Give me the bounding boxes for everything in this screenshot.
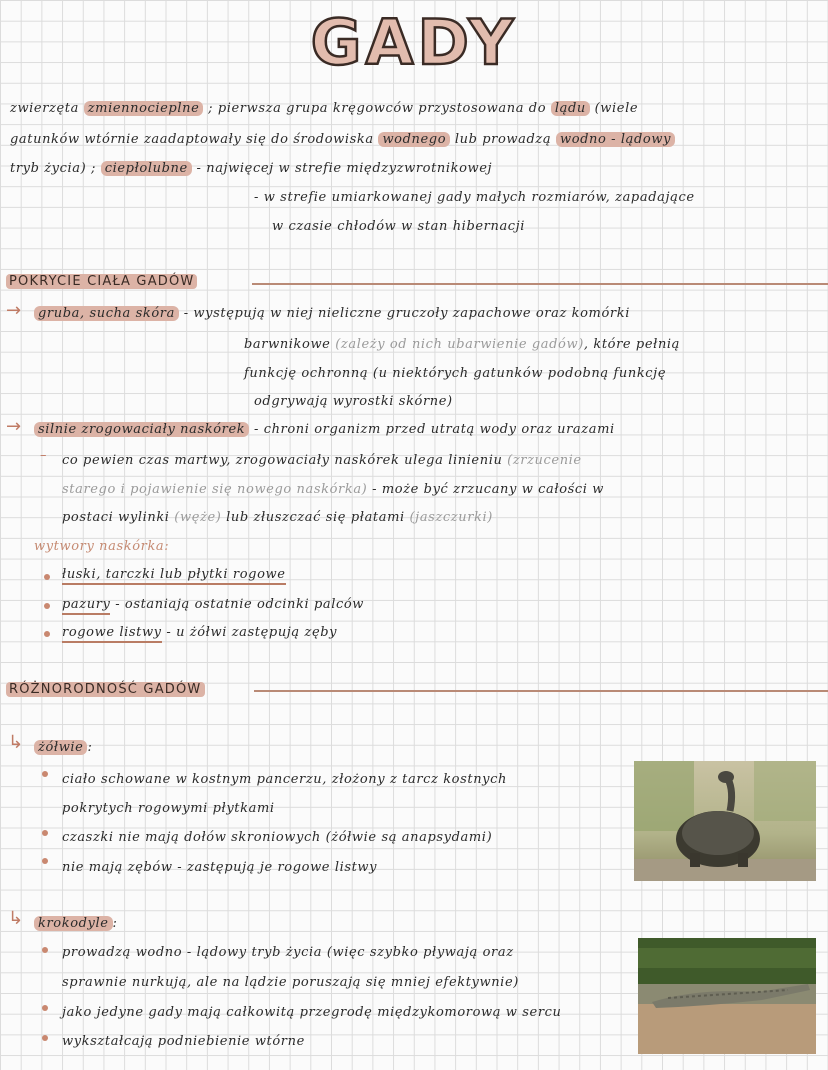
bullet-icon xyxy=(42,1035,48,1041)
bullet-icon xyxy=(42,1005,48,1011)
crocs-heading: krokodyle : xyxy=(34,916,118,931)
section-divider xyxy=(254,690,828,692)
crocs-item-1a: prowadzą wodno - lądowy tryb życia (więc szybko pływają oraz xyxy=(62,945,514,960)
bullet-icon xyxy=(42,858,48,864)
crocodile-image xyxy=(638,938,816,1054)
products-item-1: łuski, tarczki lub płytki rogowe xyxy=(62,567,286,582)
intro-line-2: gatunków wtórnie zaadaptowały się do środowiska wodnego lub prowadzą wodno - lądowy xyxy=(10,132,675,147)
turtles-item-2: czaszki nie mają dołów skroniowych (żółwie są anapsydami) xyxy=(62,830,493,845)
bullet-icon xyxy=(42,830,48,836)
arrow-return-icon: ↳ xyxy=(8,908,24,929)
bullet-icon xyxy=(44,631,50,637)
section-title-pokrycie: POKRYCIE CIAŁA GADÓW xyxy=(6,274,197,289)
skin-line-4: odgrywają wyrostki skórne) xyxy=(254,394,453,409)
page-title: GADY xyxy=(310,6,518,79)
intro-line-3: tryb życia) ; ciepłolubne - najwięcej w strefie międzyzwrotnikowej xyxy=(10,161,493,176)
epidermis-line-2: co pewien czas martwy, zrogowaciały naskórek ulega linieniu (zrzucenie xyxy=(62,453,582,468)
arrow-right-icon: → xyxy=(6,300,22,321)
products-item-3: rogowe listwy - u żółwi zastępują zęby xyxy=(62,625,337,640)
products-item-2: pazury - ostaniają ostatnie odcinki palców xyxy=(62,597,364,612)
turtles-heading: żółwie : xyxy=(34,740,92,755)
products-heading: wytwory naskórka: xyxy=(34,539,170,554)
crocs-item-1b: sprawnie nurkują, ale na lądzie poruszają się mniej efektywnie) xyxy=(62,975,519,990)
highlight-ladu: lądu xyxy=(551,101,590,116)
turtles-item-1a: ciało schowane w kostnym pancerzu, złożony z tarcz kostnych xyxy=(62,772,507,787)
crocs-item-2: jako jedyne gady mają całkowitą przegrodę międzykomorową w sercu xyxy=(62,1005,562,1020)
turtle-photo xyxy=(634,761,816,881)
epidermis-line-1: silnie zrogowaciały naskórek - chroni organizm przed utratą wody oraz urazami xyxy=(34,422,615,437)
turtles-item-3: nie mają zębów - zastępują je rogowe listwy xyxy=(62,860,378,875)
bullet-icon xyxy=(42,947,48,953)
epidermis-line-3: starego i pojawienie się nowego naskórka) - może być zrzucany w całości w xyxy=(62,482,604,497)
crocodile-photo xyxy=(638,938,816,1054)
highlight-cieplolubne: ciepłolubne xyxy=(101,161,192,176)
intro-line-1: zwierzęta zmiennocieplne ; pierwsza grupa kręgowców przystosowana do lądu (wiele xyxy=(10,101,639,116)
arrow-return-icon: ↳ xyxy=(8,732,24,753)
bullet-icon xyxy=(44,574,50,580)
highlight-wodno-ladowy: wodno - lądowy xyxy=(556,132,675,147)
highlight-zmiennocieplne: zmiennocieplne xyxy=(84,101,204,116)
crocs-item-3: wykształcają podniebienie wtórne xyxy=(62,1034,305,1049)
highlight-wodnego: wodnego xyxy=(378,132,450,147)
tortoise-image xyxy=(634,761,816,881)
bullet-icon xyxy=(42,771,48,777)
bullet-icon xyxy=(44,603,50,609)
dash-icon: – xyxy=(40,448,47,463)
highlight-gruba-skora: gruba, sucha skóra xyxy=(34,306,179,321)
highlight-naskorek: silnie zrogowaciały naskórek xyxy=(34,422,249,437)
skin-line-3: funkcję ochronną (u niektórych gatunków podobną funkcję xyxy=(244,366,667,381)
turtles-item-1b: pokrytych rogowymi płytkami xyxy=(62,801,275,816)
intro-line-5: w czasie chłodów w stan hibernacji xyxy=(272,219,526,234)
arrow-right-icon: → xyxy=(6,416,22,437)
epidermis-line-4: postaci wylinki (węże) lub złuszczać się płatami (jaszczurki) xyxy=(62,510,493,525)
intro-line-4: - w strefie umiarkowanej gady małych rozmiarów, zapadające xyxy=(254,190,695,205)
skin-line-2: barwnikowe (zależy od nich ubarwienie gadów), które pełnią xyxy=(244,337,681,352)
skin-line-1: gruba, sucha skóra - występują w niej nieliczne gruczoły zapachowe oraz komórki xyxy=(34,306,630,321)
section-title-roznorodnosc: RÓŻNORODNOŚĆ GADÓW xyxy=(6,682,205,697)
section-divider xyxy=(252,283,828,285)
